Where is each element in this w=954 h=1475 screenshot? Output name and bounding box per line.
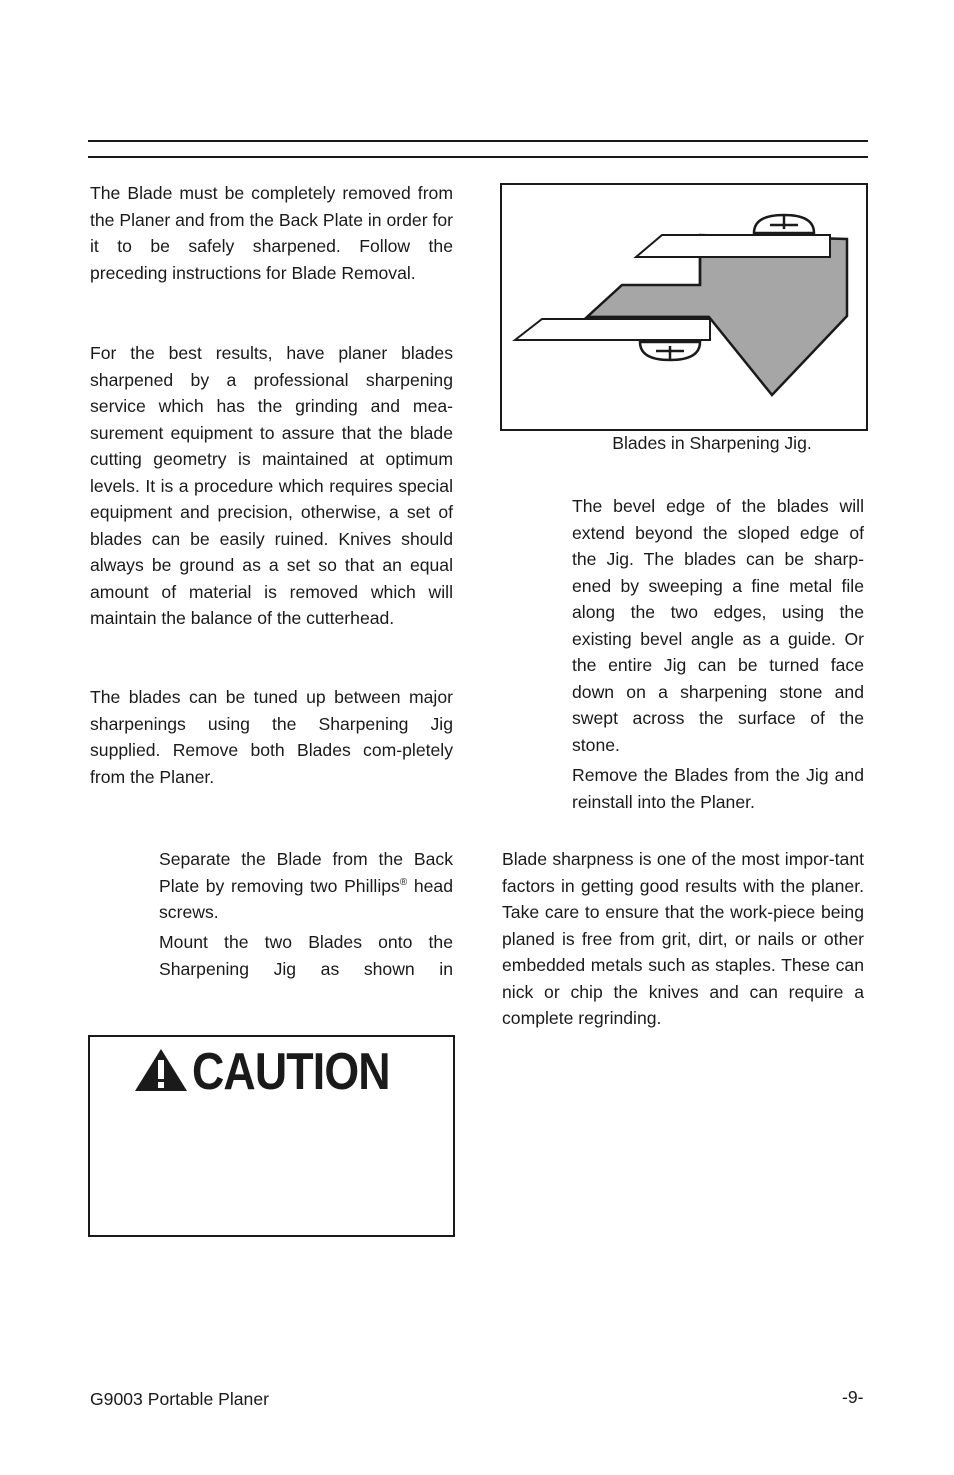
paragraph-blade-sharpness: Blade sharpness is one of the most impor-tant factors in getting good results with the planer. Take care to ensure that the work-piece being planed is free from grit, dirt, or nails or other embedded metals such as staples. These can nick or chip the knives and can require a complete regrinding. (502, 849, 864, 1028)
warning-triangle-icon (133, 1047, 189, 1093)
footer-page-number: -9- (842, 1387, 864, 1407)
sharpening-jig-illustration (502, 185, 866, 429)
sharpening-jig-figure (500, 183, 868, 431)
step-reinstall-blades: Remove the Blades from the Jig and reinstall into the Planer. (572, 765, 864, 812)
step-separate-blade-text: Separate the Blade from the Back Plate by removing two Phillips (159, 849, 453, 896)
figure-caption: Blades in Sharpening Jig. (612, 433, 812, 453)
step-sharpen-blades: The bevel edge of the blades will extend beyond the sloped edge of the Jig. The blades can be sharp-ened by sweeping a fine metal file along the two edges, using the existing bevel angle as a guide. Or the entire Jig can be turned face down on a sharpening stone and swept across the surface of the stone. (572, 496, 864, 755)
step-separate-blade-text-end: head screws. (159, 875, 453, 922)
header-rule-top (88, 140, 868, 142)
footer-manual-title: G9003 Portable Planer (90, 1389, 269, 1409)
caution-box (88, 1035, 455, 1237)
paragraph-professional-sharpening: For the best results, have planer blades sharpened by a professional sharpening service which has the grinding and mea-surement equipment to assure that the blade cutting geometry is maintained at optimum levels. It is a procedure which requires special equipment and precision, otherwise, a set of blades can be easily ruined. Knives should always be ground as a set so that an equal amount of material is removed which will maintain the balance of the cutterhead. (90, 343, 453, 628)
step-mount-blades: Mount the two Blades onto the Sharpening Jig as shown in (159, 932, 453, 979)
paragraph-blade-removal: The Blade must be completely removed from the Planer and from the Back Plate in order for it to be safely sharpened. Follow the preceding instructions for Blade Removal. (90, 183, 453, 283)
header-rule-bottom (88, 156, 868, 158)
registered-mark: ® (399, 876, 408, 888)
step-separate-blade (159, 846, 453, 926)
paragraph-tune-up: The blades can be tuned up between major sharpenings using the Sharpening Jig supplied. Remove both Blades com-pletely from the Planer. (90, 687, 453, 787)
caution-heading: CAUTION (192, 1043, 390, 1101)
